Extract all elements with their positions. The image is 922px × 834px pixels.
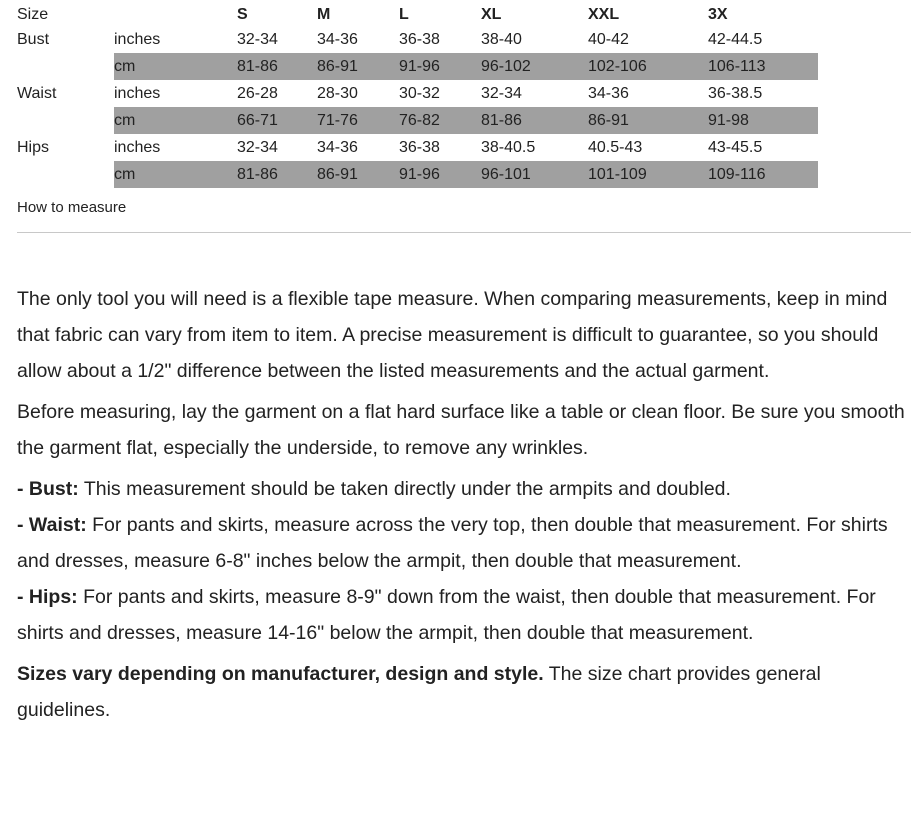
table-row [17,80,818,107]
table-cell: 96-102 [481,53,588,80]
table-cell: 26-28 [237,85,278,102]
bust-text: This measurement should be taken directly under the armpits and doubled. [78,478,731,500]
table-row [17,134,818,161]
size-header: XL [481,6,502,23]
table-cell: 71-76 [317,107,399,134]
table-cell: 36-38 [399,31,440,48]
bust-instruction [17,471,912,507]
waist-label: - Waist: [17,514,87,536]
table-cell: 34-36 [317,139,358,156]
measuring-instructions [17,281,912,733]
table-cell: 101-109 [588,161,708,188]
size-chart-header-row [17,4,818,26]
measure-label: Hips [17,139,50,156]
unit-label: inches [114,85,161,102]
table-cell: 91-98 [708,107,818,134]
preparation-paragraph: Before measuring, lay the garment on a flat hard surface like a table or clean floor. Be sure you smooth the garment flat, especially the underside, to remove any wrinkles. [17,401,905,459]
sizes-vary-text: The size chart provides general guidelines. [17,663,821,721]
table-cell: 38-40 [481,31,522,48]
table-cell: 91-96 [399,53,481,80]
table-cell: 40-42 [588,31,629,48]
table-cell: 32-34 [481,85,522,102]
sizes-vary-bold: Sizes vary depending on manufacturer, design and style. [17,663,544,685]
table-cell: 34-36 [317,31,358,48]
size-header: L [399,6,409,23]
table-cell: 109-116 [708,161,818,188]
size-header: XXL [588,6,620,23]
measure-label-empty [17,161,114,188]
table-cell: 34-36 [588,85,629,102]
measure-label: Bust [17,31,50,48]
table-cell: 42-44.5 [708,31,763,48]
unit-label: inches [114,139,161,156]
table-cell: 38-40.5 [481,139,536,156]
waist-text: For pants and skirts, measure across the very top, then double that measurement. For shirts and dresses, measure 6-8" inches below the armpit, then double that measurement. [17,514,888,572]
table-cell: 36-38.5 [708,85,763,102]
table-row [17,161,818,188]
unit-label: inches [114,31,161,48]
measure-label-empty [17,107,114,134]
hips-instruction [17,579,912,651]
unit-label: cm [114,107,237,134]
size-header: S [237,6,248,23]
table-cell: 86-91 [588,107,708,134]
table-cell: 86-91 [317,53,399,80]
unit-label: cm [114,53,237,80]
table-cell: 96-101 [481,161,588,188]
unit-column-header [114,4,237,26]
table-cell: 81-86 [481,107,588,134]
table-cell: 30-32 [399,85,440,102]
table-cell: 102-106 [588,53,708,80]
table-cell: 32-34 [237,31,278,48]
measure-label-empty [17,53,114,80]
table-cell: 28-30 [317,85,358,102]
bust-label: - Bust: [17,478,79,500]
hips-text: For pants and skirts, measure 8-9" down from the waist, then double that measurement. For shirts and dresses, measure 14-16" below the armpit, then double that measurement. [17,586,876,644]
size-header: M [317,6,331,23]
how-to-measure-heading: How to measure [17,199,127,216]
size-chart-table [17,4,818,188]
hips-label: - Hips: [17,586,78,608]
table-row [17,107,818,134]
table-cell: 81-86 [237,53,317,80]
table-row [17,26,818,53]
table-cell: 91-96 [399,161,481,188]
table-cell: 43-45.5 [708,139,763,156]
table-cell: 81-86 [237,161,317,188]
table-cell: 40.5-43 [588,139,643,156]
size-column-label: Size [17,6,49,23]
intro-paragraph: The only tool you will need is a flexible tape measure. When comparing measurements, keep in mind that fabric can vary from item to item. A precise measurement is difficult to guarantee, so you should allow about a 1/2" difference between the listed measurements and the actual garment. [17,288,888,382]
table-cell: 106-113 [708,53,818,80]
measure-label: Waist [17,85,57,102]
waist-instruction [17,507,912,579]
table-cell: 32-34 [237,139,278,156]
size-header: 3X [708,6,728,23]
table-row [17,53,818,80]
table-cell: 66-71 [237,107,317,134]
table-cell: 86-91 [317,161,399,188]
table-cell: 36-38 [399,139,440,156]
unit-label: cm [114,161,237,188]
section-divider [17,232,911,233]
table-cell: 76-82 [399,107,481,134]
sizes-vary-note [17,656,912,728]
